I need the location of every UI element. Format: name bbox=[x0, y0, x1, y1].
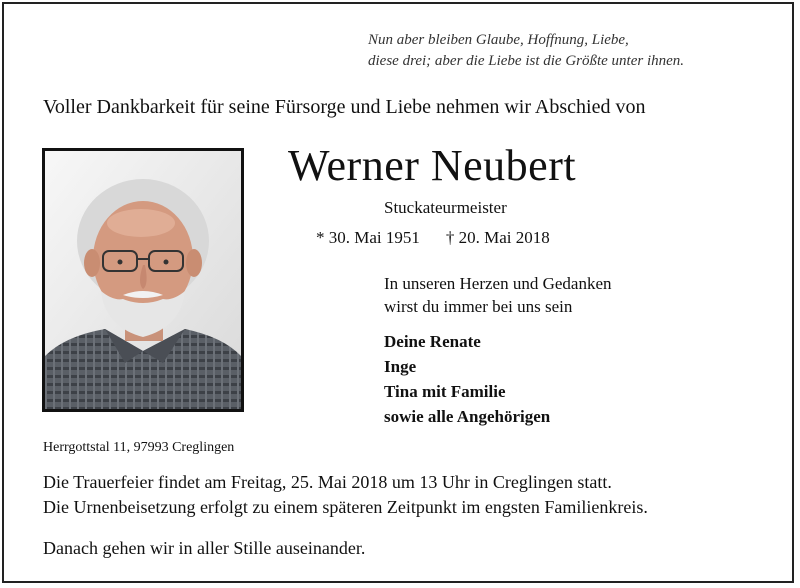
mourner-item: Deine Renate bbox=[384, 332, 481, 351]
portrait-photo bbox=[42, 148, 244, 412]
bible-verse-line-2: diese drei; aber die Liebe ist die Größte unter ihnen. bbox=[368, 53, 685, 69]
service-line-1: Die Trauerfeier findet am Freitag, 25. Mai 2018 um 13 Uhr in Creglingen statt. bbox=[43, 472, 612, 492]
closing-text: Danach gehen wir in aller Stille auseinander. bbox=[43, 538, 366, 558]
deceased-profession: Stuckateurmeister bbox=[384, 198, 507, 217]
mourner-item: Inge bbox=[384, 357, 417, 376]
bible-verse bbox=[368, 30, 684, 72]
death-date: † 20. Mai 2018 bbox=[445, 228, 550, 247]
mourners-list bbox=[384, 329, 550, 429]
bible-verse-line-1: Nun aber bleiben Glaube, Hoffnung, Liebe, bbox=[368, 32, 629, 48]
family-address: Herrgottstal 11, 97993 Creglingen bbox=[43, 440, 235, 455]
life-dates bbox=[316, 228, 550, 248]
mourner-item: Tina mit Familie bbox=[384, 382, 506, 401]
tribute-text bbox=[384, 272, 612, 318]
mourner-item: sowie alle Angehörigen bbox=[384, 407, 551, 426]
birth-date: * 30. Mai 1951 bbox=[316, 228, 420, 247]
tribute-line-1: In unseren Herzen und Gedanken bbox=[384, 274, 612, 293]
deceased-name: Werner Neubert bbox=[288, 141, 577, 190]
intro-text: Voller Dankbarkeit für seine Fürsorge und Liebe nehmen wir Abschied von bbox=[43, 96, 646, 118]
service-line-2: Die Urnenbeisetzung erfolgt zu einem späteren Zeitpunkt im engsten Familienkreis. bbox=[43, 497, 648, 517]
funeral-service-info bbox=[43, 470, 648, 520]
tribute-line-2: wirst du immer bei uns sein bbox=[384, 297, 573, 316]
